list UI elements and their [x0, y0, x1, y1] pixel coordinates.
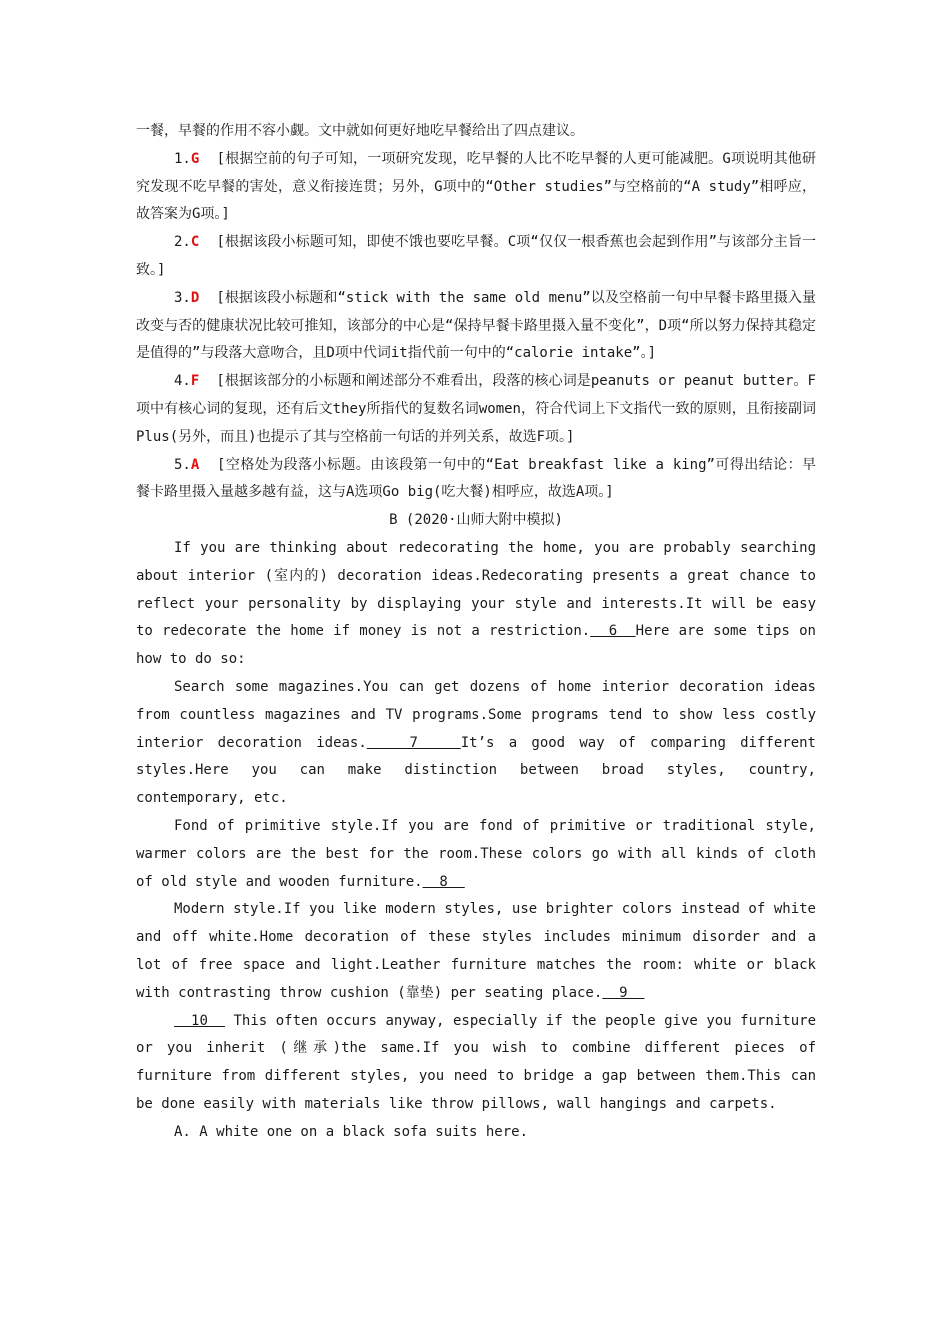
option-a: A. A white one on a black sofa suits here. [174, 1123, 529, 1140]
answer-number: 1. [174, 150, 191, 167]
answer-letter: D [190, 289, 200, 306]
paragraph-text: If you are thinking about redecorating the home, you are probably searching about interior (室内的) decoration ideas.Redecorating presents a great chance to reflect your personality by displaying your style and interests.It will be easy to redecorate the home if money is not a restriction. [136, 539, 816, 640]
answer-number: 3. [174, 289, 191, 306]
document-page [136, 118, 816, 1146]
passage-paragraph-5 [136, 1008, 816, 1119]
answer-letter: A [190, 456, 200, 473]
passage-paragraph-1 [136, 535, 816, 674]
blank-9: 9 [602, 984, 645, 1001]
answer-letter: G [190, 150, 200, 167]
answer-number: 5. [174, 456, 191, 473]
passage-paragraph-3 [136, 813, 816, 896]
blank-10: 10 [174, 1012, 225, 1029]
paragraph-text: Search some magazines.You can get dozens of home interior decoration ideas from countless magazines and TV programs.Some programs tend to show less costly interior decoration ideas. [136, 678, 816, 751]
answer-explanation: [根据该段小标题可知，即使不饿也要吃早餐。C项“仅仅一根香蕉也会起到作用”与该部分主旨一致。] [136, 234, 817, 278]
answer-explanation: [根据该部分的小标题和阐述部分不难看出，段落的核心词是peanuts or peanut butter。F项中有核心词的复现，还有后文they所指代的复数名词women，符合代词上下文指代一致的原则，且衔接副词Plus(另外，而且)也提示了其与空格前一句话的并列关系，故选F项。] [136, 373, 816, 445]
blank-7: 7 [366, 734, 461, 751]
answer-number: 2. [174, 234, 191, 251]
intro-line: 一餐，早餐的作用不容小觑。文中就如何更好地吃早餐给出了四点建议。 [136, 123, 584, 139]
answer-letter: F [190, 373, 200, 390]
answer-item-1 [136, 146, 816, 229]
answer-item-2 [136, 229, 816, 285]
blank-6: 6 [590, 623, 636, 640]
paragraph-text: Fond of primitive style.If you are fond of primitive or traditional style, warmer colors are the best for the room.These colors go with all kinds of cloth of old style and wooden furniture. [136, 817, 816, 890]
paragraph-text: Modern style.If you like modern styles, use brighter colors instead of white and off white.Home decoration of these styles includes minimum disorder and a lot of free space and light.Leather furniture matches the room: white or black with contrasting throw cushion (靠垫) per seating place. [136, 901, 816, 1001]
answer-explanation: [根据空前的句子可知，一项研究发现，吃早餐的人比不吃早餐的人更可能减肥。G项说明其他研究发现不吃早餐的害处，意义衔接连贯；另外，G项中的“Other studies”与空格前的“A study”相呼应，故答案为G项。] [136, 150, 817, 223]
answer-explanation: [空格处为段落小标题。由该段第一句中的“Eat breakfast like a king”可得出结论：早餐卡路里摄入量越多越有益，这与A选项Go big(吃大餐)相呼应，故选A项。] [136, 456, 816, 501]
passage-paragraph-4 [136, 896, 816, 1007]
answer-item-4 [136, 368, 816, 451]
paragraph-text-after: Here are some tips on how to do so: [136, 623, 816, 668]
passage-paragraph-2 [136, 674, 816, 813]
section-heading: B (2020·山师大附中模拟) [389, 512, 563, 529]
answer-number: 4. [174, 373, 191, 390]
paragraph-text: This often occurs anyway, especially if the people give you furniture or you inherit (继承)the same.If you wish to combine different pieces of furniture from different styles, you need to bridge a gap between them.This can be done easily with materials like throw pillows, wall hangings and carpets. [136, 1012, 816, 1112]
answer-letter: C [190, 234, 200, 251]
paragraph-text-after: It’s a good way of comparing different styles.Here you can make distinction between broad styles, country, contemporary, etc. [136, 734, 816, 807]
answer-explanation: [根据该段小标题和“stick with the same old menu”以及空格前一句中早餐卡路里摄入量改变与否的健康状况比较可推知，该部分的中心是“保持早餐卡路里摄入量不变化”，D项“所以努力保持其稳定是值得的”与段落大意吻合，且D项中代词it指代前一句中的“calorie intake”。] [136, 289, 817, 362]
blank-8: 8 [422, 873, 465, 890]
answer-item-3 [136, 285, 816, 368]
answer-item-5 [136, 452, 816, 508]
